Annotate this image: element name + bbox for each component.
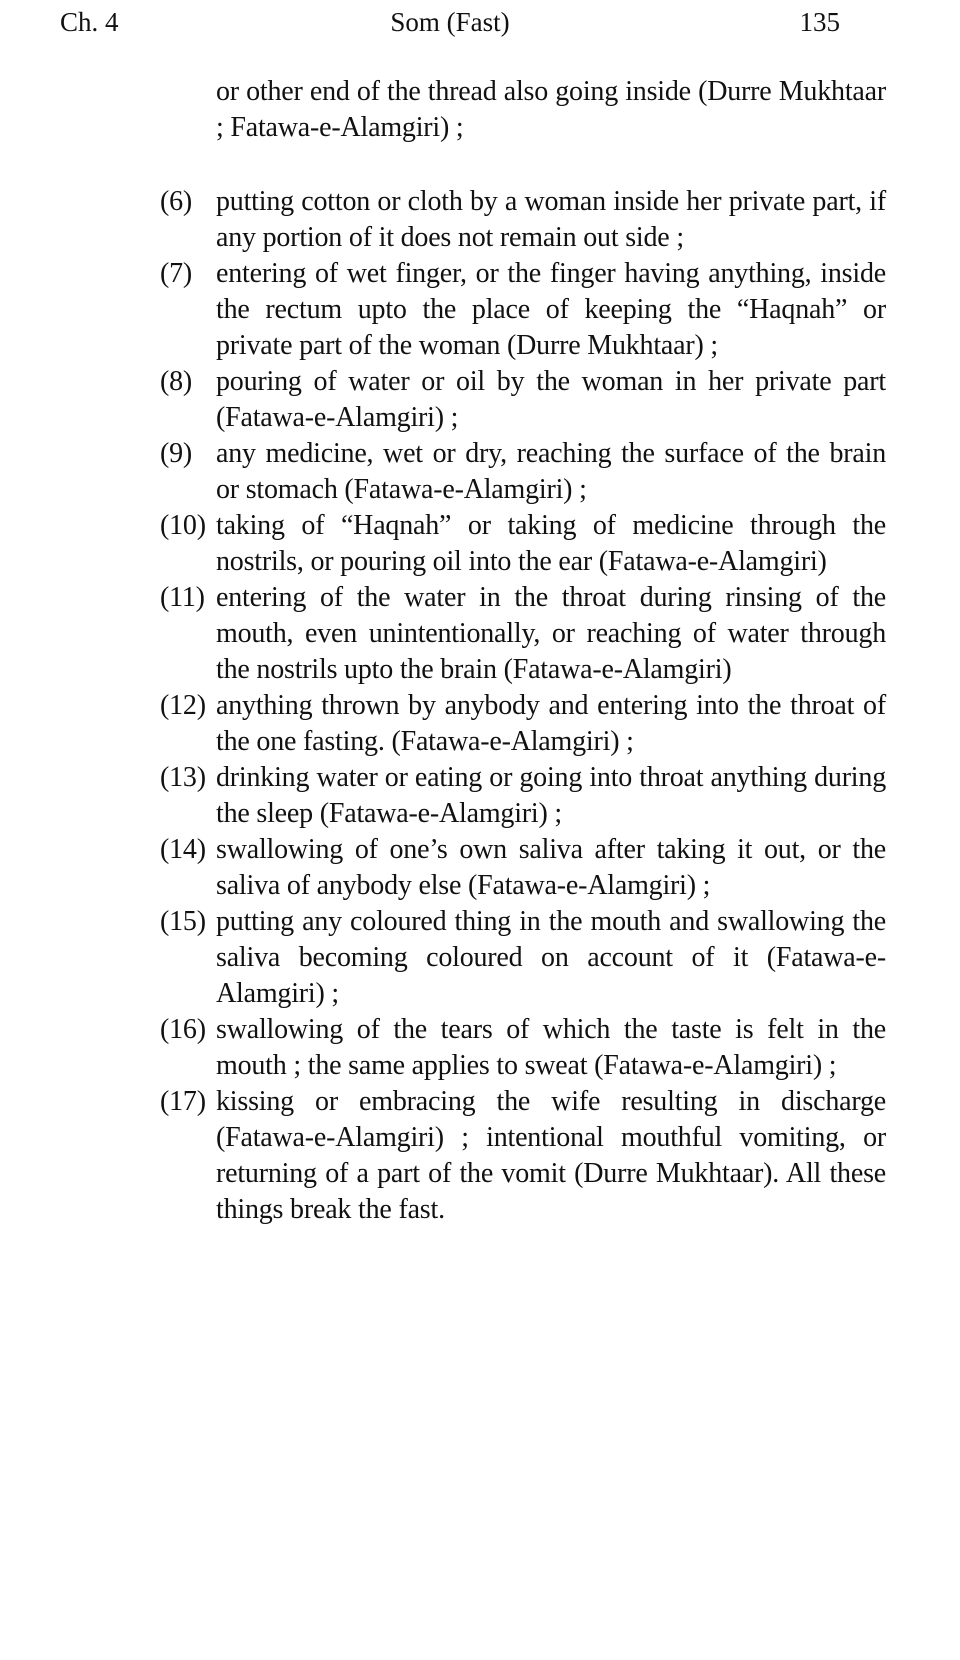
- item-text: entering of the water in the throat during rinsing of the mouth, even unintentionally, or reaching of water through the nostrils upto the brain (Fatawa-e-Alamgiri): [216, 582, 886, 685]
- item-number: (13): [160, 762, 206, 793]
- list-item: [160, 364, 886, 436]
- item-text: kissing or embracing the wife resulting in discharge (Fatawa-e-Alamgiri) ; intentional mouthful vomiting, or returning of a part of the vomit (Durre Mukhtaar). All these things break the fast.: [216, 1086, 886, 1225]
- item-text: swallowing of one’s own saliva after taking it out, or the saliva of anybody else (Fatawa-e-Alamgiri) ;: [216, 834, 886, 901]
- item-text: any medicine, wet or dry, reaching the surface of the brain or stomach (Fatawa-e-Alamgiri) ;: [216, 438, 886, 505]
- item-text: swallowing of the tears of which the taste is felt in the mouth ; the same applies to sweat (Fatawa-e-Alamgiri) ;: [216, 1014, 886, 1081]
- fast-breakers-list: [160, 184, 886, 1228]
- item-text: putting cotton or cloth by a woman inside her private part, if any portion of it does not remain out side ;: [216, 186, 886, 253]
- list-item: [160, 760, 886, 832]
- list-item: [160, 688, 886, 760]
- list-item: [160, 1084, 886, 1228]
- list-item: [160, 256, 886, 364]
- item-text: anything thrown by anybody and entering into the throat of the one fasting. (Fatawa-e-Alamgiri) ;: [216, 690, 886, 757]
- item-text: pouring of water or oil by the woman in her private part (Fatawa-e-Alamgiri) ;: [216, 366, 886, 433]
- item-number: (14): [160, 834, 206, 865]
- item-number: (10): [160, 510, 206, 541]
- item-number: (16): [160, 1014, 206, 1045]
- item-number: (15): [160, 906, 206, 937]
- item-number: (12): [160, 690, 206, 721]
- page-title: Som (Fast): [390, 7, 510, 37]
- running-header: [60, 4, 840, 40]
- item-text: drinking water or eating or going into throat anything during the sleep (Fatawa-e-Alamgiri) ;: [216, 762, 886, 829]
- item-text: entering of wet finger, or the finger having anything, inside the rectum upto the place of keeping the “Haqnah” or private part of the woman (Durre Mukhtaar) ;: [216, 258, 886, 361]
- page-number: 135: [799, 7, 840, 37]
- item-number: (8): [160, 366, 193, 397]
- list-item: [160, 832, 886, 904]
- item-number: (11): [160, 582, 205, 613]
- item-number: (7): [160, 258, 193, 289]
- list-item: [160, 904, 886, 1012]
- item-text: taking of “Haqnah” or taking of medicine through the nostrils, or pouring oil into the ear (Fatawa-e-Alamgiri): [216, 510, 886, 577]
- item-number: (6): [160, 186, 193, 217]
- list-item: [160, 580, 886, 688]
- chapter-label: Ch. 4: [60, 7, 119, 37]
- continued-paragraph: or other end of the thread also going inside (Durre Mukhtaar ; Fatawa-e-Alamgiri) ;: [216, 76, 886, 143]
- item-number: (17): [160, 1086, 206, 1117]
- list-item: [160, 436, 886, 508]
- item-text: putting any coloured thing in the mouth and swallowing the saliva becoming coloured on account of it (Fatawa-e-Alamgiri) ;: [216, 906, 886, 1009]
- list-item: [160, 184, 886, 256]
- list-item: [160, 508, 886, 580]
- item-number: (9): [160, 438, 193, 469]
- list-item: [160, 1012, 886, 1084]
